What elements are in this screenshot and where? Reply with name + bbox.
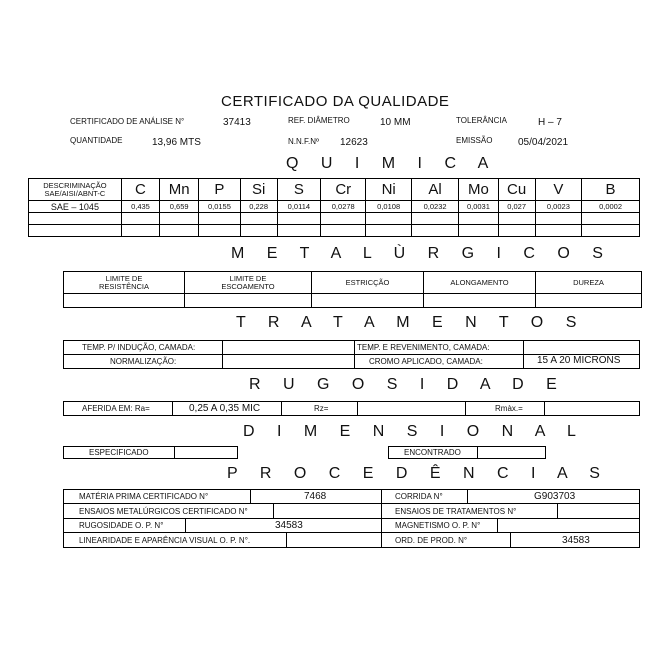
chemistry-empty-row: [29, 225, 640, 237]
materia-prima-value: 7468: [304, 491, 327, 502]
rugosidade-op-value: 34583: [275, 520, 303, 531]
especificado-label: ESPECIFICADO: [89, 448, 149, 457]
ra-value: 0,25 A 0,35 MIC: [189, 403, 261, 414]
steel-grade: SAE – 1045: [29, 201, 122, 213]
limite-resistencia-header: LIMITE DE RESISTÊNCIA: [64, 272, 185, 294]
tolerancia-label: TOLERÂNCIA: [456, 116, 507, 125]
rz-label: Rz=: [314, 404, 329, 413]
tolerancia-value: H – 7: [538, 117, 562, 128]
ra-label: AFERIDA EM: Ra=: [82, 404, 150, 413]
value-b: 0,0002: [582, 201, 640, 213]
value-si: 0,228: [240, 201, 277, 213]
ref-diametro-label: REF. DIÂMETRO: [288, 116, 350, 125]
element-p: P: [199, 179, 240, 201]
value-cu: 0,027: [498, 201, 535, 213]
linearidade-label: LINEARIDADE E APARÊNCIA VISUAL O. P. N°.: [79, 536, 251, 545]
section-rugosidade-title: R U G O S I D A D E: [249, 376, 566, 393]
cert-value: 37413: [223, 117, 251, 128]
element-al: Al: [411, 179, 458, 201]
section-metalurgicos-title: M E T A L Ù R G I C O S: [231, 245, 612, 262]
element-s: S: [277, 179, 320, 201]
corrida-label: CORRIDA N°: [395, 492, 443, 501]
materia-prima-label: MATÉRIA PRIMA CERTIFICADO N°: [79, 492, 209, 501]
value-cr: 0,0278: [321, 201, 366, 213]
value-al: 0,0232: [411, 201, 458, 213]
quantidade-label: QUANTIDADE: [70, 136, 123, 145]
value-v: 0,0023: [535, 201, 581, 213]
chemistry-empty-row: [29, 213, 640, 225]
ord-prod-value: 34583: [562, 535, 590, 546]
cromo-label: CROMO APLICADO, CAMADA:: [369, 357, 483, 366]
ref-diametro-value: 10 MM: [380, 117, 411, 128]
section-dimensional-title: D I M E N S I O N A L: [243, 423, 585, 440]
element-mo: Mo: [459, 179, 498, 201]
value-c: 0,435: [121, 201, 159, 213]
cromo-value: 15 A 20 MICRONS: [537, 355, 621, 366]
emissao-value: 05/04/2021: [518, 137, 569, 148]
value-mn: 0,659: [160, 201, 199, 213]
metallurgical-values-row: [64, 294, 642, 308]
section-procedencias-title: P R O C E D Ê N C I A S: [227, 465, 609, 482]
nnf-value: 12623: [340, 137, 368, 148]
nnf-label: N.N.F.Nº: [288, 137, 319, 146]
value-p: 0,0155: [199, 201, 240, 213]
ensaios-metalurgicos-label: ENSAIOS METALÚRGICOS CERTIFICADO N°: [79, 507, 248, 516]
element-ni: Ni: [366, 179, 411, 201]
normalizacao-label: NORMALIZAÇÃO:: [110, 357, 177, 366]
value-s: 0,0114: [277, 201, 320, 213]
element-mn: Mn: [160, 179, 199, 201]
estriccao-header: ESTRICÇÃO: [312, 272, 424, 294]
element-cr: Cr: [321, 179, 366, 201]
ord-prod-label: ORD. DE PROD. N°: [395, 536, 468, 545]
chemistry-table: [28, 178, 640, 237]
magnetismo-op-label: MAGNETISMO O. P. N°: [395, 521, 481, 530]
element-c: C: [121, 179, 159, 201]
rugosidade-op-label: RUGOSIDADE O. P. N°: [79, 521, 164, 530]
document-title: CERTIFICADO DA QUALIDADE: [221, 93, 450, 110]
dureza-header: DUREZA: [536, 272, 642, 294]
limite-escoamento-header: LIMITE DE ESCOAMENTO: [185, 272, 312, 294]
metallurgical-table: [63, 271, 642, 308]
ensaios-tratamentos-label: ENSAIOS DE TRATAMENTOS N°: [395, 507, 517, 516]
section-quimica-title: Q U I M I C A: [286, 155, 498, 172]
rmax-label: Rmàx.=: [495, 404, 523, 413]
quantidade-value: 13,96 MTS: [152, 137, 201, 148]
value-mo: 0,0031: [459, 201, 498, 213]
encontrado-label: ENCONTRADO: [404, 448, 461, 457]
chemistry-desc-header: DESCRIMINAÇÃO SAE/AISI/ABNT-C: [29, 179, 122, 201]
inducao-label: TEMP. P/ INDUÇÃO, CAMADA:: [82, 343, 196, 352]
value-ni: 0,0108: [366, 201, 411, 213]
element-v: V: [535, 179, 581, 201]
chemistry-header-row: [29, 179, 640, 201]
chemistry-data-row: [29, 201, 640, 213]
revenimento-label: TEMP. E REVENIMENTO, CAMADA:: [357, 343, 490, 352]
section-tratamentos-title: T R A T A M E N T O S: [236, 314, 586, 331]
element-cu: Cu: [498, 179, 535, 201]
cert-label: CERTIFICADO DE ANÁLISE N°: [70, 117, 185, 126]
corrida-value: G903703: [534, 491, 576, 502]
element-si: Si: [240, 179, 277, 201]
element-b: B: [582, 179, 640, 201]
emissao-label: EMISSÃO: [456, 136, 493, 145]
alongamento-header: ALONGAMENTO: [424, 272, 536, 294]
